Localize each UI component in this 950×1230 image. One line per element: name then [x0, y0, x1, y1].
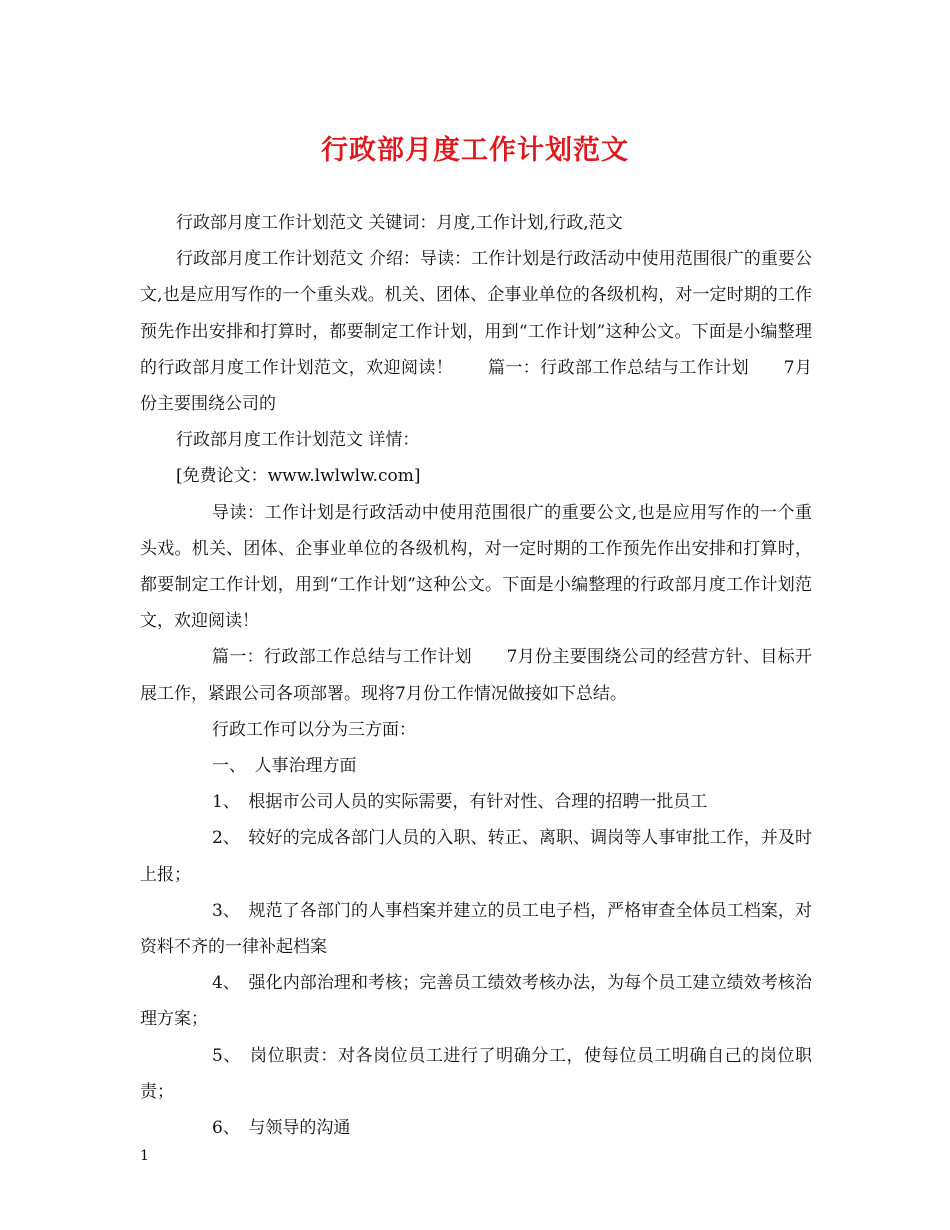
paragraph-three-aspects: 行政工作可以分为三方面：	[212, 719, 416, 740]
paragraph-keywords: 行政部月度工作计划范文 关键词：月度,工作计划,行政,范文	[176, 213, 623, 233]
list-item: 5、 岗位职责：对各岗位员工进行了明确分工，使每位员工明确自己的岗位职责；	[140, 1045, 812, 1102]
list-item: 6、 与领导的沟通	[212, 1118, 351, 1139]
paragraph-details-heading: 行政部月度工作计划范文 详情：	[176, 430, 420, 451]
list-item: 2、 较好的完成各部门人员的入职、转正、离职、调岗等人事审批工作，并及时上报；	[140, 828, 812, 885]
section-heading-personnel: 一、 人事治理方面	[212, 756, 357, 777]
paragraph-source-link: [免费论文：www.lwlwlw.com]	[176, 466, 421, 487]
paragraph-lead: 导读：工作计划是行政活动中使用范围很广的重要公文,也是应用写作的一个重头戏。机关、团体、企事业单位的各级机构，对一定时期的工作预先作出安排和打算时，都要制定工作计划，用到“工作计划”这种公文。下面是小编整理的行政部月度工作计划范文，欢迎阅读！	[140, 502, 812, 632]
document-body	[140, 205, 812, 1146]
list-item: 1、 根据市公司人员的实际需要，有针对性、合理的招聘一批员工	[212, 792, 708, 813]
paragraph-introduction: 行政部月度工作计划范文 介绍：导读：工作计划是行政活动中使用范围很广的重要公文,也是应用写作的一个重头戏。机关、团体、企事业单位的各级机构，对一定时期的工作预先作出安排和打算时，都要制定工作计划，用到“工作计划”这种公文。下面是小编整理的行政部月度工作计划范文，欢迎阅读！ 篇一：行政部工作总结与工作计划 7月份主要围绕公司的	[140, 249, 812, 415]
page-title: 行政部月度工作计划范文	[321, 135, 629, 166]
page-number: 1	[140, 1148, 149, 1164]
paragraph-part-one: 篇一：行政部工作总结与工作计划 7月份主要围绕公司的经营方针、目标开展工作，紧跟公司各项部署。现将7月份工作情况做接如下总结。	[140, 647, 812, 704]
list-item: 3、 规范了各部门的人事档案并建立的员工电子档，严格审查全体员工档案，对资料不齐的一律补起档案	[140, 900, 812, 958]
list-item: 4、 强化内部治理和考核；完善员工绩效考核办法，为每个员工建立绩效考核治理方案；	[140, 973, 812, 1030]
